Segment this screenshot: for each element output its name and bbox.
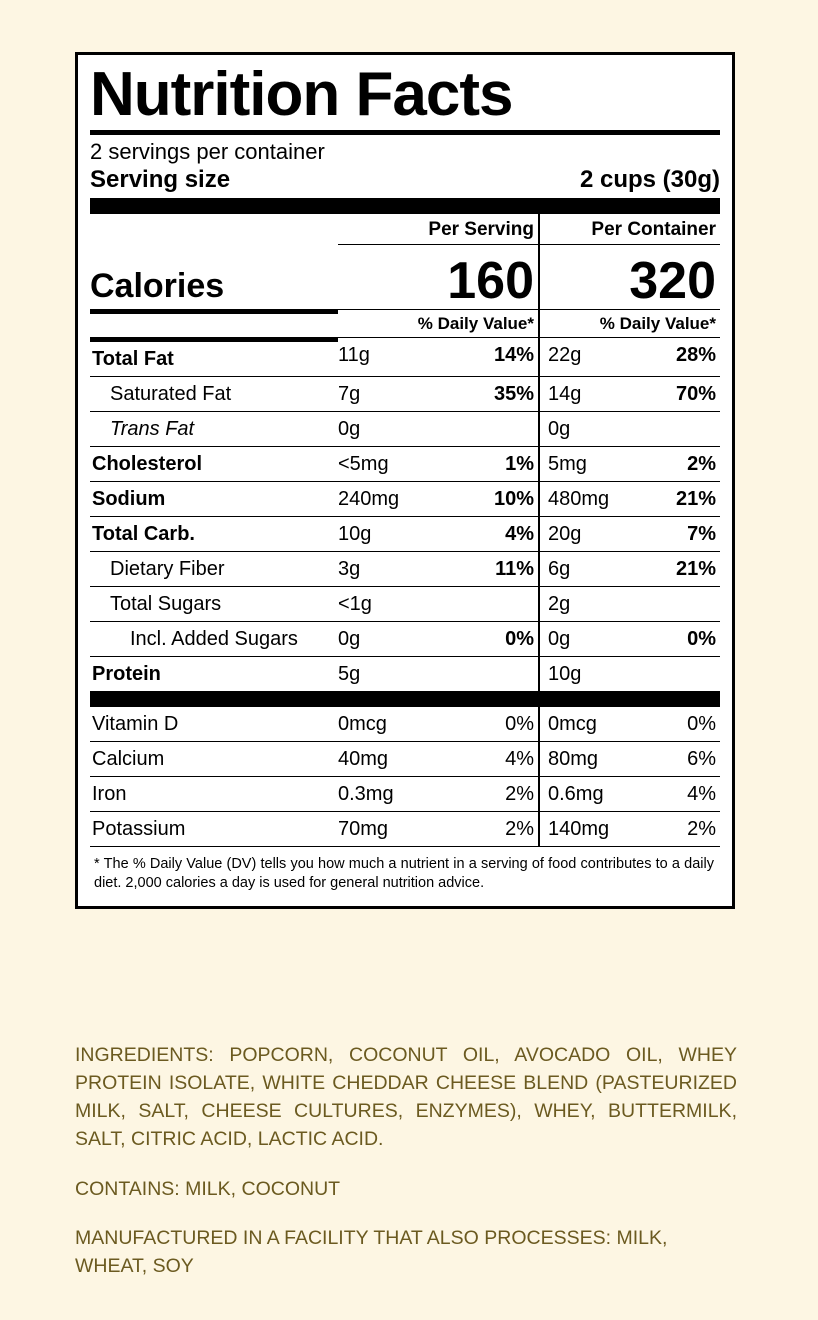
table-row: [90, 741, 338, 776]
calories-per-serving: 160: [338, 244, 538, 309]
table-row: [90, 811, 338, 847]
nutrient-dv: 14%: [493, 343, 534, 366]
column-header-per-serving: Per Serving: [428, 218, 534, 240]
nutrient-name: Protein: [92, 662, 161, 685]
nutrient-amount: 480mg: [548, 487, 610, 510]
column-header-per-container: Per Container: [538, 214, 720, 244]
table-cell-container: [538, 776, 720, 811]
nutrient-dv: 0%: [687, 627, 716, 650]
nutrient-name: Total Sugars: [110, 592, 222, 615]
table-cell-container: [538, 691, 720, 741]
table-cell-container: [538, 656, 720, 691]
serving-size-value: 2 cups (30g): [579, 165, 720, 193]
nutrient-amount: 0g: [338, 417, 361, 440]
nutrient-amount: 10g: [338, 522, 372, 545]
nutrient-amount: 140mg: [548, 817, 610, 840]
nutrient-dv: 2%: [687, 817, 716, 840]
table-row: [90, 446, 338, 481]
nutrient-amount: 80mg: [548, 747, 599, 770]
column-header-row: [90, 214, 720, 244]
nutrient-amount: 2g: [548, 592, 571, 615]
table-cell-serving: [338, 691, 538, 741]
nutrient-dv: 7%: [687, 522, 716, 545]
heavy-divider-top: [90, 198, 720, 214]
ingredients-list: INGREDIENTS: POPCORN, COCONUT OIL, AVOCADO OIL, WHEY PROTEIN ISOLATE, WHITE CHEDDAR CHEESE BLEND (PASTEURIZED MILK, SALT, CHEESE CULTURES, ENZYMES), WHEY, BUTTERMILK, SALT, CITRIC ACID, LACTIC ACID.: [75, 1044, 737, 1150]
nutrient-dv: 10%: [493, 487, 534, 510]
column-header-spacer: [90, 214, 338, 244]
nutrient-amount: 0mcg: [338, 712, 387, 735]
nutrient-dv: 0%: [505, 712, 534, 735]
nutrient-amount: 5g: [338, 662, 361, 685]
nutrient-amount: 0g: [548, 417, 571, 440]
facility-statement: MANUFACTURED IN A FACILITY THAT ALSO PROCESSES: MILK, WHEAT, SOY: [75, 1227, 668, 1278]
nutrient-amount: 6g: [548, 557, 571, 580]
table-cell-serving: [338, 621, 538, 656]
nutrient-dv: 70%: [675, 382, 716, 405]
nutrient-dv: 2%: [505, 782, 534, 805]
table-row: [90, 586, 338, 621]
table-cell-serving: [338, 446, 538, 481]
nutrient-amount: 20g: [548, 522, 582, 545]
nutrient-amount: 22g: [548, 343, 582, 366]
daily-value-header-row: [90, 309, 720, 337]
nutrient-amount: 11g: [338, 343, 370, 366]
nutrient-name: Calcium: [92, 747, 165, 770]
table-cell-serving: [338, 586, 538, 621]
nutrient-amount: 5mg: [548, 452, 587, 475]
table-row: [90, 656, 338, 691]
nutrient-dv: 21%: [675, 557, 716, 580]
nutrient-name: Sodium: [92, 487, 166, 510]
nutrient-amount: 0g: [338, 627, 361, 650]
table-cell-serving: [338, 411, 538, 446]
table-cell-container: [538, 446, 720, 481]
nutrient-amount: 40mg: [338, 747, 389, 770]
table-row: [90, 481, 338, 516]
table-row: [90, 551, 338, 586]
serving-size-row: [90, 165, 720, 198]
table-cell-container: [538, 516, 720, 551]
nutrient-name-italic: Trans Fat: [110, 417, 195, 440]
table-cell-serving: [338, 481, 538, 516]
table-cell-container: [538, 481, 720, 516]
table-row: [90, 337, 338, 376]
dv-header-serving: % Daily Value*: [338, 309, 538, 337]
nutrient-name: Dietary Fiber: [110, 557, 225, 580]
table-cell-container: [538, 811, 720, 847]
calories-per-container: 320: [538, 244, 720, 309]
nutrient-amount: 0g: [548, 627, 571, 650]
nutrient-name: Total Fat: [92, 347, 174, 370]
nutrient-dv: 21%: [675, 487, 716, 510]
nutrient-dv: 4%: [687, 782, 716, 805]
nutrient-name: Cholesterol: [92, 452, 203, 475]
table-cell-serving: [338, 551, 538, 586]
nutrient-amount: 0.3mg: [338, 782, 394, 805]
nutrient-dv: 1%: [505, 452, 534, 475]
dv-header-container: % Daily Value*: [538, 309, 720, 337]
table-cell-serving: [338, 376, 538, 411]
nutrient-dv: 2%: [687, 452, 716, 475]
nutrient-amount: <1g: [338, 592, 372, 615]
table-row: [90, 376, 338, 411]
nutrient-dv: 35%: [493, 382, 534, 405]
table-cell-serving: [338, 741, 538, 776]
dv-header-spacer: [90, 309, 338, 337]
table-cell-serving: [338, 811, 538, 847]
daily-value-footnote: [90, 847, 720, 896]
table-cell-container: [538, 376, 720, 411]
nutrient-name: Iron: [92, 782, 127, 805]
table-cell-serving: [338, 656, 538, 691]
nutrient-name: Total Carb.: [92, 522, 195, 545]
nutrient-name: Potassium: [92, 817, 186, 840]
nutrient-amount: 0.6mg: [548, 782, 604, 805]
calories-label: Calories: [90, 266, 225, 305]
nutrient-amount: 3g: [338, 557, 361, 580]
table-cell-container: [538, 586, 720, 621]
nutrient-dv: 0%: [505, 627, 534, 650]
table-row: [90, 516, 338, 551]
nutrient-name: Vitamin D: [92, 712, 179, 735]
table-cell-container: [538, 551, 720, 586]
nutrient-amount: <5mg: [338, 452, 389, 475]
nutrient-dv: 2%: [505, 817, 534, 840]
table-row: [90, 691, 338, 741]
nutrient-table: [90, 337, 720, 847]
nutrient-dv: 0%: [687, 712, 716, 735]
nutrient-dv: 4%: [505, 522, 534, 545]
table-cell-container: [538, 741, 720, 776]
calories-row: [90, 244, 720, 309]
table-row: [90, 621, 338, 656]
table-row: [90, 776, 338, 811]
nutrition-facts-panel: [75, 52, 735, 909]
nutrient-amount: 0mcg: [548, 712, 597, 735]
nutrient-amount: 14g: [548, 382, 582, 405]
nutrient-amount: 240mg: [338, 487, 400, 510]
table-row: [90, 411, 338, 446]
table-cell-serving: [338, 337, 538, 376]
contains-statement: CONTAINS: MILK, COCONUT: [75, 1177, 341, 1200]
nutrient-amount: 10g: [548, 662, 582, 685]
nutrient-dv: 11%: [495, 557, 534, 580]
table-cell-serving: [338, 776, 538, 811]
nutrient-amount: 7g: [338, 382, 361, 405]
nutrient-amount: 70mg: [338, 817, 389, 840]
table-cell-serving: [338, 516, 538, 551]
nutrient-name: Incl. Added Sugars: [130, 627, 298, 650]
servings-per-container: 2 servings per container: [90, 138, 325, 164]
table-cell-container: [538, 337, 720, 376]
nutrient-name: [110, 418, 194, 441]
nutrient-dv: 4%: [505, 747, 534, 770]
ingredients-section: [75, 1042, 737, 1281]
serving-size-label: Serving size: [90, 165, 231, 193]
nutrient-dv: 28%: [675, 343, 716, 366]
table-cell-container: [538, 411, 720, 446]
table-cell-container: [538, 621, 720, 656]
footnote-text: The % Daily Value (DV) tells you how much a nutrient in a serving of food contributes to a daily diet. 2,000 calories a day is used for general nutrition advice.: [94, 855, 714, 892]
nutrient-dv: 6%: [687, 747, 716, 770]
panel-title: Nutrition Facts: [90, 60, 513, 129]
nutrient-name: Saturated Fat: [110, 382, 232, 405]
footnote-asterisk: *: [94, 855, 100, 872]
